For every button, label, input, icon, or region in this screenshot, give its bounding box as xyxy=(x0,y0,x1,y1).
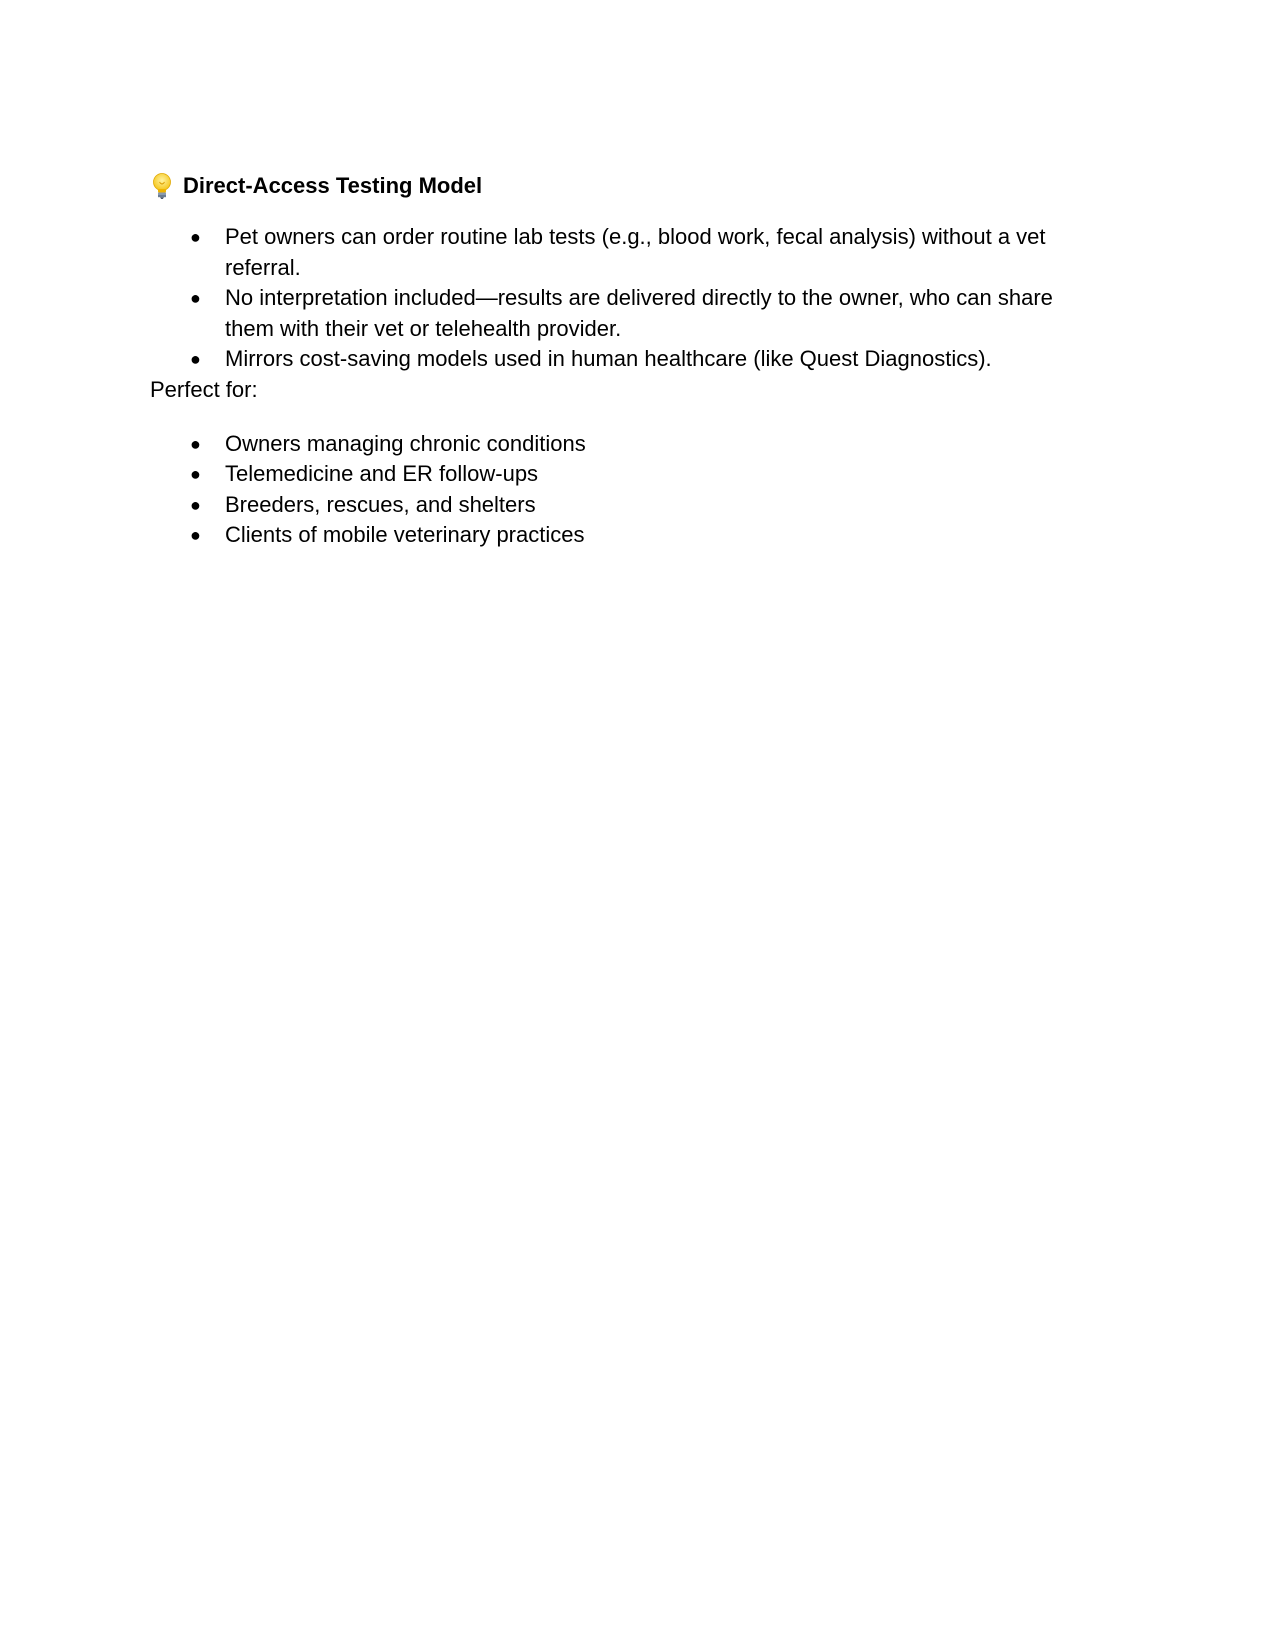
bullet-icon: ● xyxy=(190,525,201,545)
list-item xyxy=(150,283,1090,344)
bullet-icon: ● xyxy=(190,227,201,247)
bullet-icon: ● xyxy=(190,464,201,484)
list-item-text: Owners managing chronic conditions xyxy=(225,430,586,456)
perfect-for-label: Perfect for: xyxy=(150,376,258,402)
list-item xyxy=(150,429,1090,460)
list-item-text: No interpretation included—results are delivered directly to the owner, who can share them with their vet or telehealth provider. xyxy=(225,285,1053,341)
bullet-icon: ● xyxy=(190,433,201,454)
bullet-icon: ● xyxy=(190,288,201,308)
list-item-text: Pet owners can order routine lab tests (e.g., blood work, fecal analysis) without a vet referral. xyxy=(225,224,1046,280)
document-page xyxy=(150,172,1090,551)
list-item-text: Mirrors cost-saving models used in human healthcare (like Quest Diagnostics). xyxy=(225,346,992,371)
bullet-icon: ● xyxy=(190,494,201,515)
list-item-text: Telemedicine and ER follow-ups xyxy=(225,461,539,486)
list-item xyxy=(150,490,1090,521)
list-item-text: Clients of mobile veterinary practices xyxy=(225,522,585,547)
bullet-icon: ● xyxy=(190,349,201,369)
lightbulb-icon xyxy=(150,172,174,200)
section-heading xyxy=(150,172,1090,200)
heading-text: Direct-Access Testing Model xyxy=(183,173,483,198)
list-item xyxy=(150,520,1090,551)
list-item xyxy=(150,459,1090,490)
list-item xyxy=(150,222,1090,283)
features-list xyxy=(150,222,1090,375)
audience-list xyxy=(150,429,1090,551)
list-item xyxy=(150,344,1090,375)
list-item-text: Breeders, rescues, and shelters xyxy=(225,491,536,517)
